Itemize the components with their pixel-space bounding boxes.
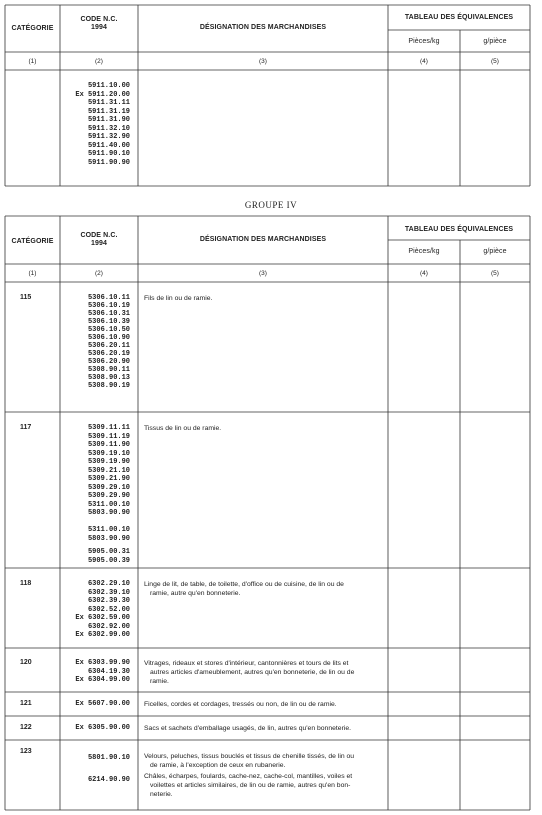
cn-code: 5803.90.90 bbox=[87, 509, 130, 517]
header-code-nc: CODE N.C. bbox=[80, 232, 118, 239]
category-number: 115 bbox=[20, 294, 32, 301]
designation-text: ramie. bbox=[150, 678, 169, 685]
category-number: 121 bbox=[20, 700, 32, 707]
cn-code: 5306.20.19 bbox=[87, 350, 130, 358]
cn-code: 5309.19.10 bbox=[87, 449, 130, 458]
colnum-3: (3) bbox=[259, 58, 267, 65]
colnum-5: (5) bbox=[491, 270, 499, 277]
cn-code: 6302.52.00 bbox=[87, 605, 130, 614]
colnum-4: (4) bbox=[420, 58, 428, 65]
cn-code: 5911.32.90 bbox=[87, 133, 130, 141]
header-pieces: Pièces/kg bbox=[408, 248, 440, 255]
cn-code: 5308.90.19 bbox=[87, 382, 130, 390]
colnum-2: (2) bbox=[95, 58, 103, 65]
designation-text: Châles, écharpes, foulards, cache-nez, cache-col, mantilles, voiles et bbox=[144, 773, 353, 780]
header-code-nc: CODE N.C. bbox=[80, 16, 118, 23]
cn-code: Ex 6304.99.00 bbox=[75, 676, 130, 684]
header-code-nc-year: 1994 bbox=[91, 24, 107, 31]
designation-text: Tissus de lin ou de ramie. bbox=[144, 425, 222, 432]
cn-code: 5309.11.19 bbox=[87, 432, 130, 441]
cn-code: 5306.10.50 bbox=[87, 326, 130, 334]
colnum-2: (2) bbox=[95, 270, 103, 277]
cn-code: 6302.39.30 bbox=[87, 597, 130, 605]
cn-code: 5306.20.11 bbox=[87, 342, 130, 350]
cn-code: 5306.10.31 bbox=[87, 310, 130, 318]
category-number: 123 bbox=[20, 748, 32, 755]
designation-text: Ficelles, cordes et cordages, tressés ou non, de lin ou de ramie. bbox=[144, 701, 337, 708]
cn-code: Ex 6302.59.00 bbox=[75, 614, 130, 622]
header-tableau: TABLEAU DES ÉQUIVALENCES bbox=[404, 14, 514, 21]
cn-code: 5905.00.39 bbox=[87, 556, 130, 565]
cn-code: 5309.21.10 bbox=[87, 466, 130, 475]
header-tableau: TABLEAU DES ÉQUIVALENCES bbox=[404, 226, 514, 233]
colnum-1: (1) bbox=[28, 270, 37, 277]
cn-code: 5309.29.10 bbox=[87, 483, 130, 492]
cn-code: 5309.29.90 bbox=[87, 492, 130, 500]
category-number: 118 bbox=[20, 580, 32, 587]
designation-text: Vitrages, rideaux et stores d'intérieur, cantonnières et tours de lits et bbox=[144, 660, 349, 667]
cn-code: 5911.10.00 bbox=[87, 82, 130, 90]
header-categorie: CATÉGORIE bbox=[11, 25, 54, 32]
header-categorie: CATÉGORIE bbox=[11, 238, 54, 245]
cn-code: 5308.90.13 bbox=[87, 374, 130, 382]
cn-code: Ex 6302.99.00 bbox=[75, 631, 130, 639]
colnum-5: (5) bbox=[491, 58, 499, 65]
cn-code: 6302.39.10 bbox=[87, 588, 130, 597]
cn-code: 5309.21.90 bbox=[87, 475, 130, 483]
cn-code: Ex 6305.90.00 bbox=[75, 724, 130, 732]
cn-code: Ex 6303.99.90 bbox=[75, 659, 130, 667]
designation-text: voilettes et articles similaires, de lin ou de ramie, autres qu'en bon- bbox=[150, 782, 351, 789]
header-gpiece: g/pièce bbox=[483, 38, 507, 45]
cn-code: 5309.11.90 bbox=[87, 441, 130, 449]
cn-code: 5911.32.10 bbox=[87, 124, 130, 133]
cn-code: 6214.90.90 bbox=[87, 776, 130, 784]
cn-code: 5911.90.90 bbox=[87, 158, 130, 167]
designation-text: Fils de lin ou de ramie. bbox=[144, 295, 213, 302]
cn-code: 5803.90.90 bbox=[87, 534, 130, 543]
header-designation: DÉSIGNATION DES MARCHANDISES bbox=[199, 236, 327, 243]
category-number: 122 bbox=[20, 724, 32, 731]
designation-text: Velours, peluches, tissus bouclés et tissus de chenille tissés, de lin ou bbox=[144, 753, 355, 760]
designation-text: autres articles d'ameublement, autres qu'en bonneterie, de lin ou de bbox=[150, 669, 355, 676]
cn-code: 5911.90.10 bbox=[87, 150, 130, 158]
header-designation: DÉSIGNATION DES MARCHANDISES bbox=[199, 24, 327, 31]
cn-code: 5306.10.39 bbox=[87, 318, 130, 326]
cn-code: Ex 5911.20.00 bbox=[75, 90, 130, 99]
cn-code: 5911.40.00 bbox=[87, 141, 130, 150]
cn-code: 5911.31.19 bbox=[87, 107, 130, 116]
category-number: 117 bbox=[20, 424, 32, 431]
cn-code: 5911.31.11 bbox=[87, 99, 130, 107]
designation-text: de ramie, à l'exception de ceux en rubanerie. bbox=[150, 762, 286, 769]
header-pieces: Pièces/kg bbox=[408, 38, 440, 45]
cn-code: 5306.10.11 bbox=[87, 294, 130, 302]
cn-code: 5905.00.31 bbox=[87, 548, 130, 556]
cn-code: 6304.19.30 bbox=[87, 667, 130, 676]
header-code-nc-year: 1994 bbox=[91, 240, 107, 247]
cn-code: 5306.10.19 bbox=[87, 302, 130, 310]
cn-code: 5311.00.10 bbox=[87, 500, 130, 509]
cn-code: 5306.10.90 bbox=[87, 334, 130, 342]
colnum-3: (3) bbox=[259, 270, 267, 277]
cn-code: 5801.90.10 bbox=[87, 754, 130, 762]
group-title: GROUPE IV bbox=[244, 200, 298, 210]
category-number: 120 bbox=[20, 659, 32, 666]
designation-text: Sacs et sachets d'emballage usagés, de lin, autres qu'en bonneterie. bbox=[144, 725, 352, 732]
header-gpiece: g/pièce bbox=[483, 248, 507, 255]
designation-text: ramie, autre qu'en bonneterie. bbox=[150, 590, 241, 597]
cn-code: 5308.90.11 bbox=[87, 366, 130, 374]
designation-text: neterie. bbox=[150, 791, 173, 798]
cn-code: 6302.92.00 bbox=[87, 622, 130, 631]
cn-code: 6302.29.10 bbox=[87, 580, 130, 588]
cn-code: 5911.31.90 bbox=[87, 116, 130, 124]
designation-text: Linge de lit, de table, de toilette, d'office ou de cuisine, de lin ou de bbox=[144, 581, 344, 588]
cn-code: 5309.11.11 bbox=[87, 424, 130, 432]
colnum-4: (4) bbox=[420, 270, 428, 277]
cn-code: Ex 5607.90.00 bbox=[75, 700, 130, 708]
colnum-1: (1) bbox=[28, 58, 37, 65]
cn-code: 5309.19.90 bbox=[87, 458, 130, 466]
cn-code: 5311.00.10 bbox=[87, 526, 130, 534]
cn-code: 5306.20.90 bbox=[87, 358, 130, 366]
